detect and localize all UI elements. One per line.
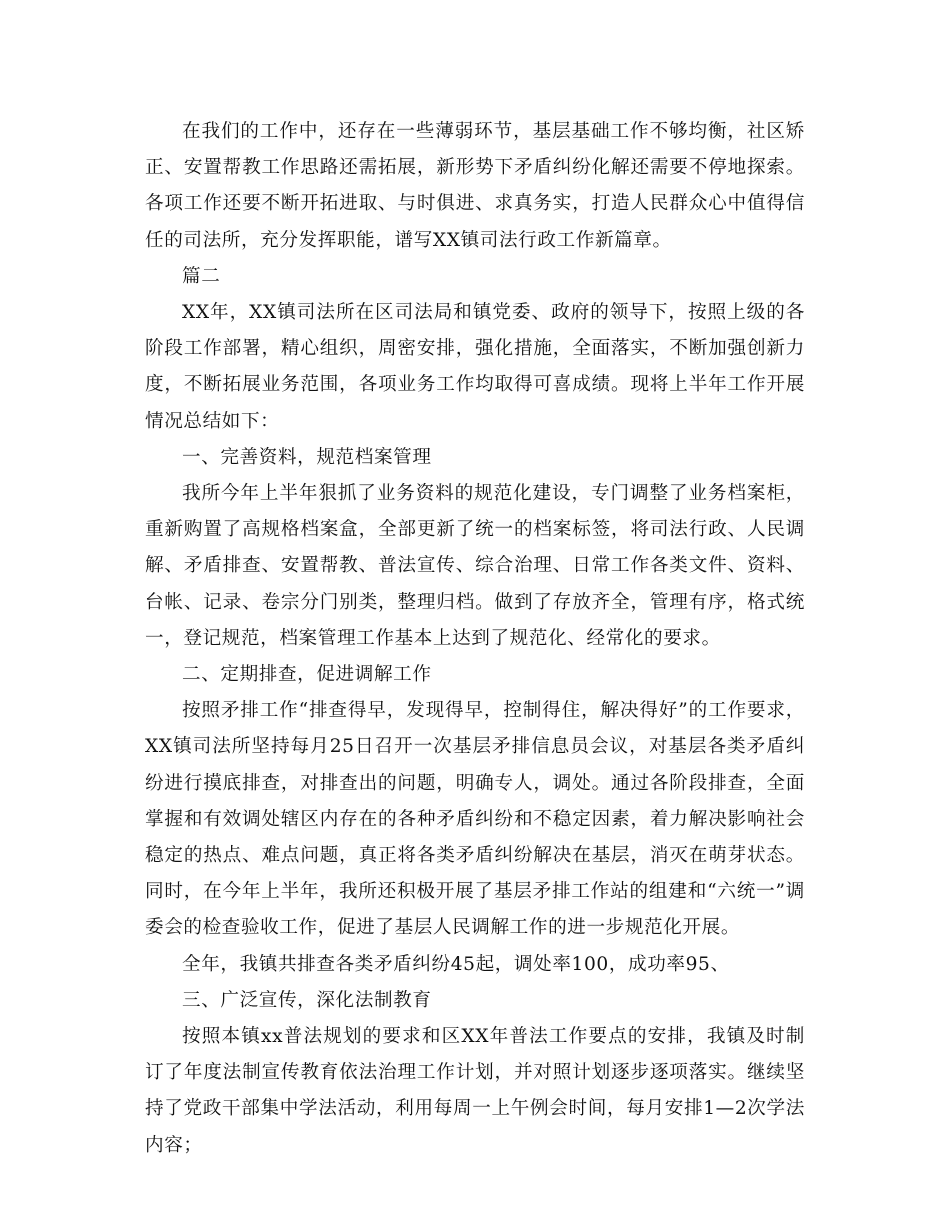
paragraph-closing-summary: 在我们的工作中，还存在一些薄弱环节，基层基础工作不够均衡，社区矫正、安置帮教工作思路还需拓展，新形势下矛盾纠纷化解还需要不停地探索。各项工作还要不断开拓进取、与时俱进、求真务实，打造人民群众心中值得信任的司法所，充分发挥职能，谱写XX镇司法行政工作新篇章。: [145, 121, 805, 251]
paragraph-legal-education: 按照本镇xx普法规划的要求和区XX年普法工作要点的安排，我镇及时制订了年度法制宣传教育依法治理工作计划，并对照计划逐步逐项落实。继续坚持了党政干部集中学法活动，利用每周一上午例会时间，每月安排1—2次学法内容；: [145, 1026, 805, 1156]
heading-archive-management: 一、完善资料，规范档案管理: [182, 446, 432, 468]
paragraph-dispute-statistics: 全年，我镇共排查各类矛盾纠纷45起，调处率100，成功率95、: [182, 953, 730, 975]
document-body: [145, 114, 805, 1164]
heading-regular-inspection: 二、定期排查，促进调解工作: [182, 664, 432, 686]
paragraph-regular-inspection: 按照矛排工作“排查得早，发现得早，控制得住，解决得好”的工作要求，XX镇司法所坚持每月25日召开一次基层矛排信息员会议，对基层各类矛盾纠纷进行摸底排查，对排查出的问题，明确专人，调处。通过各阶段排查，全面掌握和有效调处辖区内存在的各种矛盾纠纷和不稳定因素，着力解决影响社会稳定的热点、难点问题，真正将各类矛盾纠纷解决在基层，消灭在萌芽状态。同时，在今年上半年，我所还积极开展了基层矛排工作站的组建和“六统一”调委会的检查验收工作，促进了基层人民调解工作的进一步规范化开展。: [145, 700, 805, 939]
paragraph-introduction: XX年，XX镇司法所在区司法局和镇党委、政府的领导下，按照上级的各阶段工作部署，精心组织，周密安排，强化措施，全面落实，不断加强创新力度，不断拓展业务范围，各项业务工作均取得可喜成绩。现将上半年工作开展情况总结如下：: [145, 302, 805, 432]
section-heading-part-two: 篇二: [182, 265, 221, 287]
paragraph-archive-management: 我所今年上半年狠抓了业务资料的规范化建设，专门调整了业务档案柜，重新购置了高规格档案盒，全部更新了统一的档案标签，将司法行政、人民调解、矛盾排查、安置帮教、普法宣传、综合治理、日常工作各类文件、资料、台帐、记录、卷宗分门别类，整理归档。做到了存放齐全，管理有序，格式统一，登记规范，档案管理工作基本上达到了规范化、经常化的要求。: [145, 483, 805, 649]
heading-legal-education: 三、广泛宣传，深化法制教育: [182, 989, 432, 1011]
